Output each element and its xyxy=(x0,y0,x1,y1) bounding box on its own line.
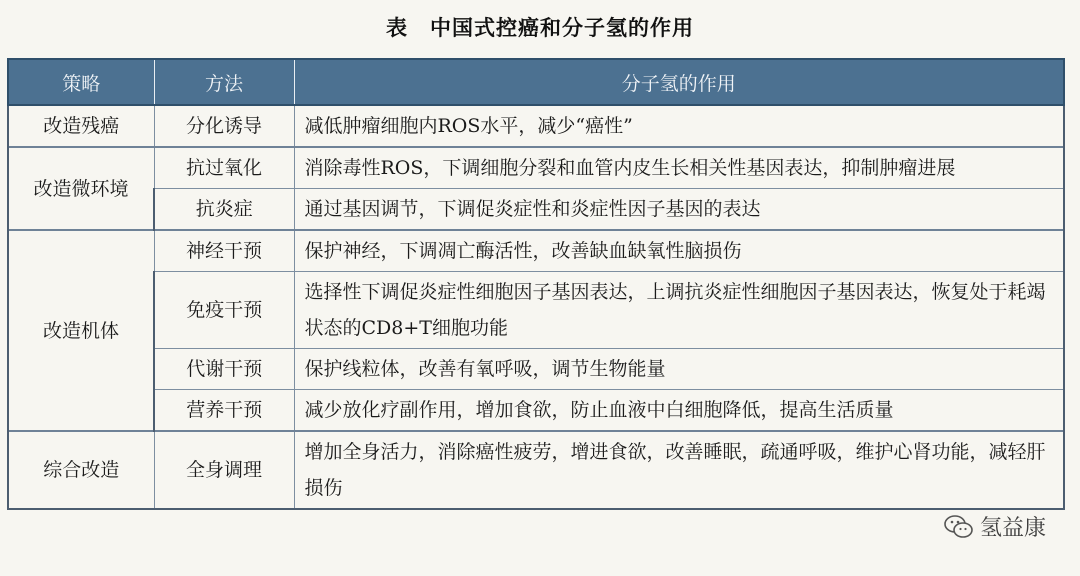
effect-cell: 通过基因调节，下调促炎症性和炎症性因子基因的表达 xyxy=(294,189,1064,231)
table-row xyxy=(8,230,1064,272)
method-cell: 神经干预 xyxy=(154,230,294,272)
method-cell: 免疫干预 xyxy=(154,272,294,349)
header-strategy: 策略 xyxy=(8,59,154,105)
table-row xyxy=(8,431,1064,509)
table-header xyxy=(8,59,1064,105)
hydrogen-effects-table xyxy=(7,58,1065,510)
method-cell: 抗炎症 xyxy=(154,189,294,231)
effect-cell: 保护神经，下调凋亡酶活性，改善缺血缺氧性脑损伤 xyxy=(294,230,1064,272)
watermark xyxy=(944,511,1046,542)
table-row xyxy=(8,390,1064,432)
method-cell: 分化诱导 xyxy=(154,105,294,147)
effect-cell: 选择性下调促炎症性细胞因子基因表达，上调抗炎症性细胞因子基因表达，恢复处于耗竭状态的CD8+T细胞功能 xyxy=(294,272,1064,349)
strategy-cell: 改造微环境 xyxy=(8,147,154,230)
effect-cell: 保护线粒体，改善有氧呼吸，调节生物能量 xyxy=(294,349,1064,390)
header-effect: 分子氢的作用 xyxy=(294,59,1064,105)
table-row xyxy=(8,105,1064,147)
strategy-cell: 改造残癌 xyxy=(8,105,154,147)
effect-cell: 消除毒性ROS，下调细胞分裂和血管内皮生长相关性基因表达，抑制肿瘤进展 xyxy=(294,147,1064,189)
wechat-icon xyxy=(944,514,974,540)
table-row xyxy=(8,189,1064,231)
strategy-cell: 综合改造 xyxy=(8,431,154,509)
effect-cell: 减低肿瘤细胞内ROS水平，减少“癌性” xyxy=(294,105,1064,147)
method-cell: 全身调理 xyxy=(154,431,294,509)
table-body xyxy=(8,105,1064,509)
method-cell: 营养干预 xyxy=(154,390,294,432)
table-title-text: 中国式控癌和分子氢的作用 xyxy=(430,16,694,40)
effect-cell: 减少放化疗副作用，增加食欲，防止血液中白细胞降低，提高生活质量 xyxy=(294,390,1064,432)
effect-cell: 增加全身活力，消除癌性疲劳，增进食欲，改善睡眠，疏通呼吸，维护心肾功能，减轻肝损伤 xyxy=(294,431,1064,509)
table-row xyxy=(8,349,1064,390)
table-row xyxy=(8,147,1064,189)
table-title xyxy=(0,12,1080,42)
table-title-prefix: 表 xyxy=(386,16,408,40)
method-cell: 代谢干预 xyxy=(154,349,294,390)
header-method: 方法 xyxy=(154,59,294,105)
table-row xyxy=(8,272,1064,349)
header-row xyxy=(8,59,1064,105)
watermark-text: 氢益康 xyxy=(979,516,1046,541)
method-cell: 抗过氧化 xyxy=(154,147,294,189)
strategy-cell: 改造机体 xyxy=(8,230,154,431)
